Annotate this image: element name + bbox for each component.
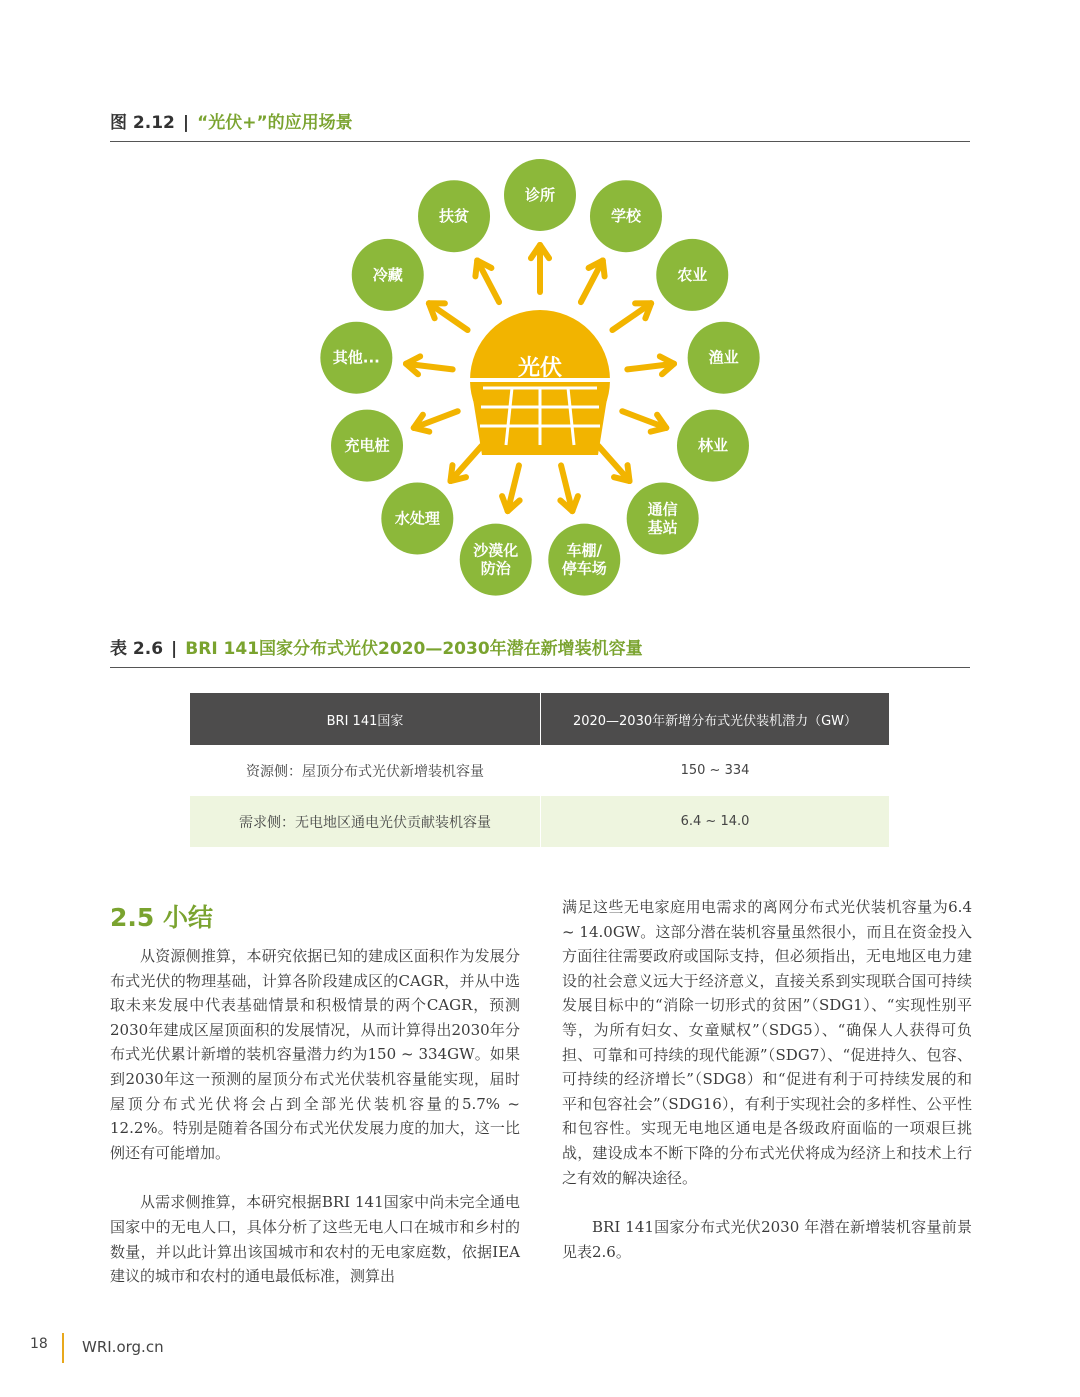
node-label: 充电桩 bbox=[344, 436, 390, 455]
node-label: 基站 bbox=[647, 518, 678, 537]
node-label: 防治 bbox=[480, 559, 511, 578]
node-label: 通信 bbox=[647, 500, 678, 519]
paragraph: 从资源侧推算，本研究依据已知的建成区面积作为发展分布式光伏的物理基础，计算各阶段建成区的CAGR，并从中选取未来发展中代表基础情景和积极情景的两个CAGR，预测2030年建成区屋顶面积的发展情况，从而计算得出2030年分布式光伏累计新增的装机容量潜力约为150 ~ 334GW。如果到2030年这一预测的屋顶分布式光伏装机容量能实现，届时屋顶分布式光伏将会占到全部光伏装机容量的5.7% ~ 12.2%。特别是随着各国分布式光伏发展力度的加大，这一比例还有可能增加。 bbox=[110, 947, 520, 1162]
table-cell: 6.4 ~ 14.0 bbox=[541, 796, 890, 847]
pv-sun-icon bbox=[466, 310, 614, 455]
table-row bbox=[190, 796, 889, 847]
arrow-icon bbox=[502, 465, 520, 511]
application-node bbox=[656, 239, 728, 311]
node-label: 冷藏 bbox=[372, 265, 403, 284]
node-label: 车棚/ bbox=[566, 541, 603, 560]
table-header-row bbox=[190, 693, 889, 745]
paragraph: 满足这些无电家庭用电需求的离网分布式光伏装机容量为6.4 ~ 14.0GW。这部分潜在装机容量虽然很小，而且在资金投入方面往往需要政府或国际支持，但必须指出，无电地区电力建设的社会意义远大于经济意义，直接关系到实现联合国可持续发展目标中的“消除一切形式的贫困”（SDG1）、“实现性别平等，为所有妇女、女童赋权”（SDG5）、“确保人人获得可负担、可靠和可持续的现代能源”（SDG7）、“促进持久、包容、可持续的经济增长”（SDG8）和“促进有利于可持续发展的和平和包容社会”（SDG16），有利于实现社会的多样性、公平性和包容性。实现无电地区通电是各级政府面临的一项艰巨挑战，建设成本不断下降的分布式光伏将成为经济上和技术上行之有效的解决途径。 bbox=[562, 898, 972, 1187]
node-label: 林业 bbox=[697, 436, 728, 455]
arrow-icon bbox=[414, 411, 458, 431]
arrow-icon bbox=[429, 303, 468, 330]
caption-separator: | bbox=[171, 639, 178, 659]
arrow-icon bbox=[581, 260, 605, 302]
application-node bbox=[590, 180, 662, 252]
paragraph: BRI 141国家分布式光伏2030 年潜在新增装机容量前景见表2.6。 bbox=[562, 1218, 972, 1261]
table-row bbox=[190, 745, 889, 796]
column-header: BRI 141国家 bbox=[190, 693, 541, 745]
right-column bbox=[562, 895, 972, 1264]
application-node bbox=[504, 159, 576, 231]
table-caption bbox=[110, 634, 643, 659]
arrow-icon bbox=[612, 303, 651, 330]
arrow-icon bbox=[531, 245, 549, 292]
table-number: 表 2.6 bbox=[110, 639, 164, 659]
arrow-icon bbox=[598, 446, 629, 481]
table-rule bbox=[110, 667, 970, 668]
page-number: 18 bbox=[30, 1336, 48, 1352]
sun-center-label: 光伏 bbox=[517, 356, 563, 381]
figure-number: 图 2.12 bbox=[110, 113, 175, 133]
figure-title: “光伏+”的应用场景 bbox=[197, 113, 353, 133]
left-column bbox=[110, 944, 520, 1289]
table-title: BRI 141国家分布式光伏2020—2030年潜在新增装机容量 bbox=[185, 639, 643, 659]
application-node bbox=[352, 239, 424, 311]
figure-rule bbox=[110, 141, 970, 142]
application-node bbox=[460, 524, 532, 596]
arrow-icon bbox=[560, 465, 578, 511]
pv-application-diagram bbox=[300, 155, 780, 600]
table-cell: 150 ~ 334 bbox=[541, 745, 890, 796]
paragraph: 从需求侧推算，本研究根据BRI 141国家中尚未完全通电国家中的无电人口，具体分析了这些无电人口在城市和乡村的数量，并以此计算出该国城市和农村的无电家庭数，依据IEA建议的城市和农村的通电最低标准，测算出 bbox=[110, 1193, 520, 1286]
arrow-icon bbox=[627, 356, 674, 374]
footer-site-link[interactable]: WRI.org.cn bbox=[82, 1338, 164, 1356]
footer-divider bbox=[62, 1333, 64, 1363]
figure-caption bbox=[110, 108, 353, 133]
node-label: 诊所 bbox=[524, 186, 556, 204]
node-label: 停车场 bbox=[561, 559, 607, 578]
application-node bbox=[548, 524, 620, 596]
table-cell: 资源侧：屋顶分布式光伏新增装机容量 bbox=[246, 763, 484, 780]
arrow-icon bbox=[406, 356, 453, 374]
arrow-icon bbox=[622, 411, 666, 431]
node-label: 扶贫 bbox=[439, 207, 470, 226]
column-header: 2020—2030年新增分布式光伏装机潜力（GW） bbox=[541, 693, 890, 745]
application-node bbox=[320, 322, 392, 394]
caption-separator: | bbox=[182, 113, 190, 133]
application-node bbox=[688, 322, 760, 394]
application-node bbox=[418, 180, 490, 252]
section-title: 2.5 小结 bbox=[110, 903, 213, 932]
node-label: 沙漠化 bbox=[473, 541, 519, 560]
node-label: 其他... bbox=[332, 348, 380, 367]
application-node bbox=[627, 482, 699, 554]
node-label: 水处理 bbox=[394, 509, 440, 528]
application-node bbox=[381, 482, 453, 554]
arrow-icon bbox=[450, 446, 481, 481]
node-label: 农业 bbox=[677, 265, 708, 284]
application-node bbox=[331, 410, 403, 482]
application-node bbox=[677, 410, 749, 482]
node-label: 学校 bbox=[610, 207, 641, 226]
node-label: 渔业 bbox=[708, 348, 739, 367]
arrow-icon bbox=[475, 260, 499, 302]
table-cell: 需求侧：无电地区通电光伏贡献装机容量 bbox=[190, 796, 541, 847]
capacity-table bbox=[190, 693, 889, 847]
